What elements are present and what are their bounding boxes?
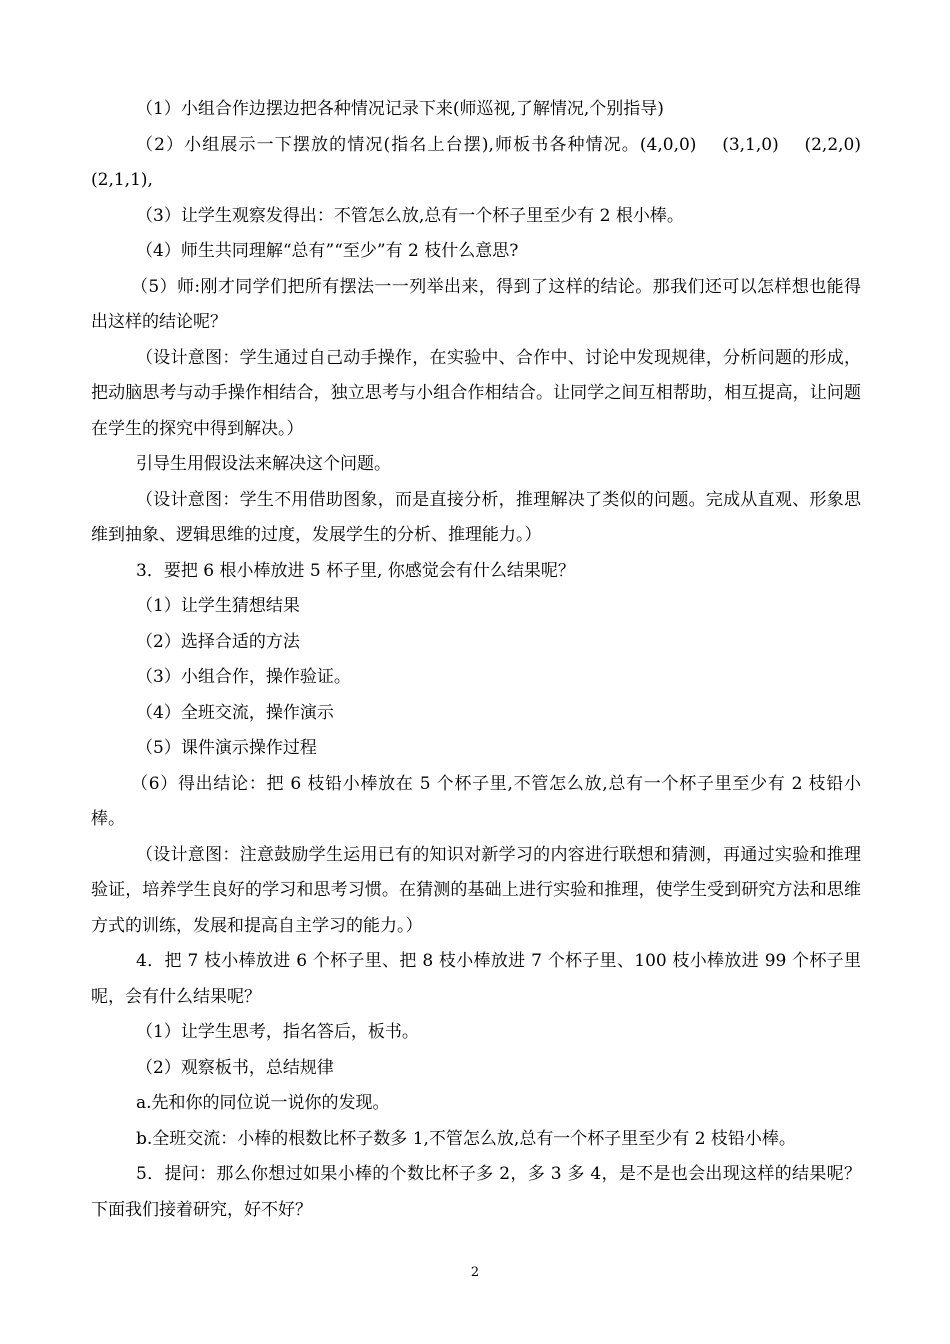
paragraph: （6）得出结论：把 6 枝铅小棒放在 5 个杯子里,不管怎么放,总有一个杯子里至少有 2 枝铅小棒。 (91, 773, 861, 829)
page-number: 2 (470, 1265, 480, 1280)
paragraph: （4）全班交流，操作演示 (136, 702, 334, 723)
paragraph: （4）师生共同理解“总有”“至少”有 2 枝什么意思? (136, 241, 519, 261)
paragraph: （2）观察板书，总结规律 (136, 1057, 334, 1078)
paragraph: （2）小组展示一下摆放的情况(指名上台摆),师板书各种情况。(4,0,0) (3,1,0) (2,2,0) (2,1,1), (91, 134, 878, 190)
paragraph: （1）让学生思考，指名答后，板书。 (136, 1022, 419, 1042)
paragraph: （设计意图：注意鼓励学生运用已有的知识对新学习的内容进行联想和猜测，再通过实验和推理验证，培养学生良好的学习和思考习惯。在猜测的基础上进行实验和推理，使学生受到研究方法和思维方式的训练，发展和提高自主学习的能力。） (91, 844, 861, 936)
paragraph: （1）让学生猜想结果 (136, 596, 300, 616)
paragraph: （5）师:刚才同学们把所有摆法一一列举出来，得到了这样的结论。那我们还可以怎样想也能得出这样的结论呢？ (91, 276, 861, 332)
paragraph: 5．提问：那么你想过如果小棒的个数比杯子多 2，多 3 多 4，是不是也会出现这样的结果呢？下面我们接着研究，好不好？ (91, 1164, 861, 1220)
paragraph: （5）课件演示操作过程 (136, 738, 317, 758)
paragraph: （1）小组合作边摆边把各种情况记录下来(师巡视,了解情况,个别指导) (136, 99, 664, 119)
paragraph: 引导生用假设法来解决这个问题。 (136, 454, 391, 474)
paragraph: （3）小组合作，操作验证。 (136, 667, 351, 687)
paragraph: 3．要把 6 根小棒放进 5 杯子里, 你感觉会有什么结果呢？ (136, 560, 575, 581)
paragraph: （2）选择合适的方法 (136, 631, 300, 652)
page-body (91, 92, 878, 1228)
paragraph: （设计意图：学生不用借助图象，而是直接分析，推理解决了类似的问题。完成从直观、形象思维到抽象、逻辑思维的过度，发展学生的分析、推理能力。） (91, 489, 861, 545)
paragraph: （3）让学生观察发得出：不管怎么放,总有一个杯子里至少有 2 根小棒。 (136, 205, 684, 226)
paragraph: 4．把 7 枝小棒放进 6 个杯子里、把 8 枝小棒放进 7 个杯子里、100 枝小棒放进 99 个杯子里呢，会有什么结果呢？ (91, 951, 861, 1007)
paragraph: b.全班交流：小棒的根数比杯子数多 1,不管怎么放,总有一个杯子里至少有 2 枝铅小棒。 (136, 1128, 796, 1149)
paragraph: （设计意图：学生通过自己动手操作，在实验中、合作中、讨论中发现规律，分析问题的形成，把动脑思考与动手操作相结合，独立思考与小组合作相结合。让同学之间互相帮助，相互提高，让问题在学生的探究中得到解决。） (91, 347, 861, 439)
paragraph: a.先和你的同位说一说你的发现。 (136, 1093, 390, 1113)
